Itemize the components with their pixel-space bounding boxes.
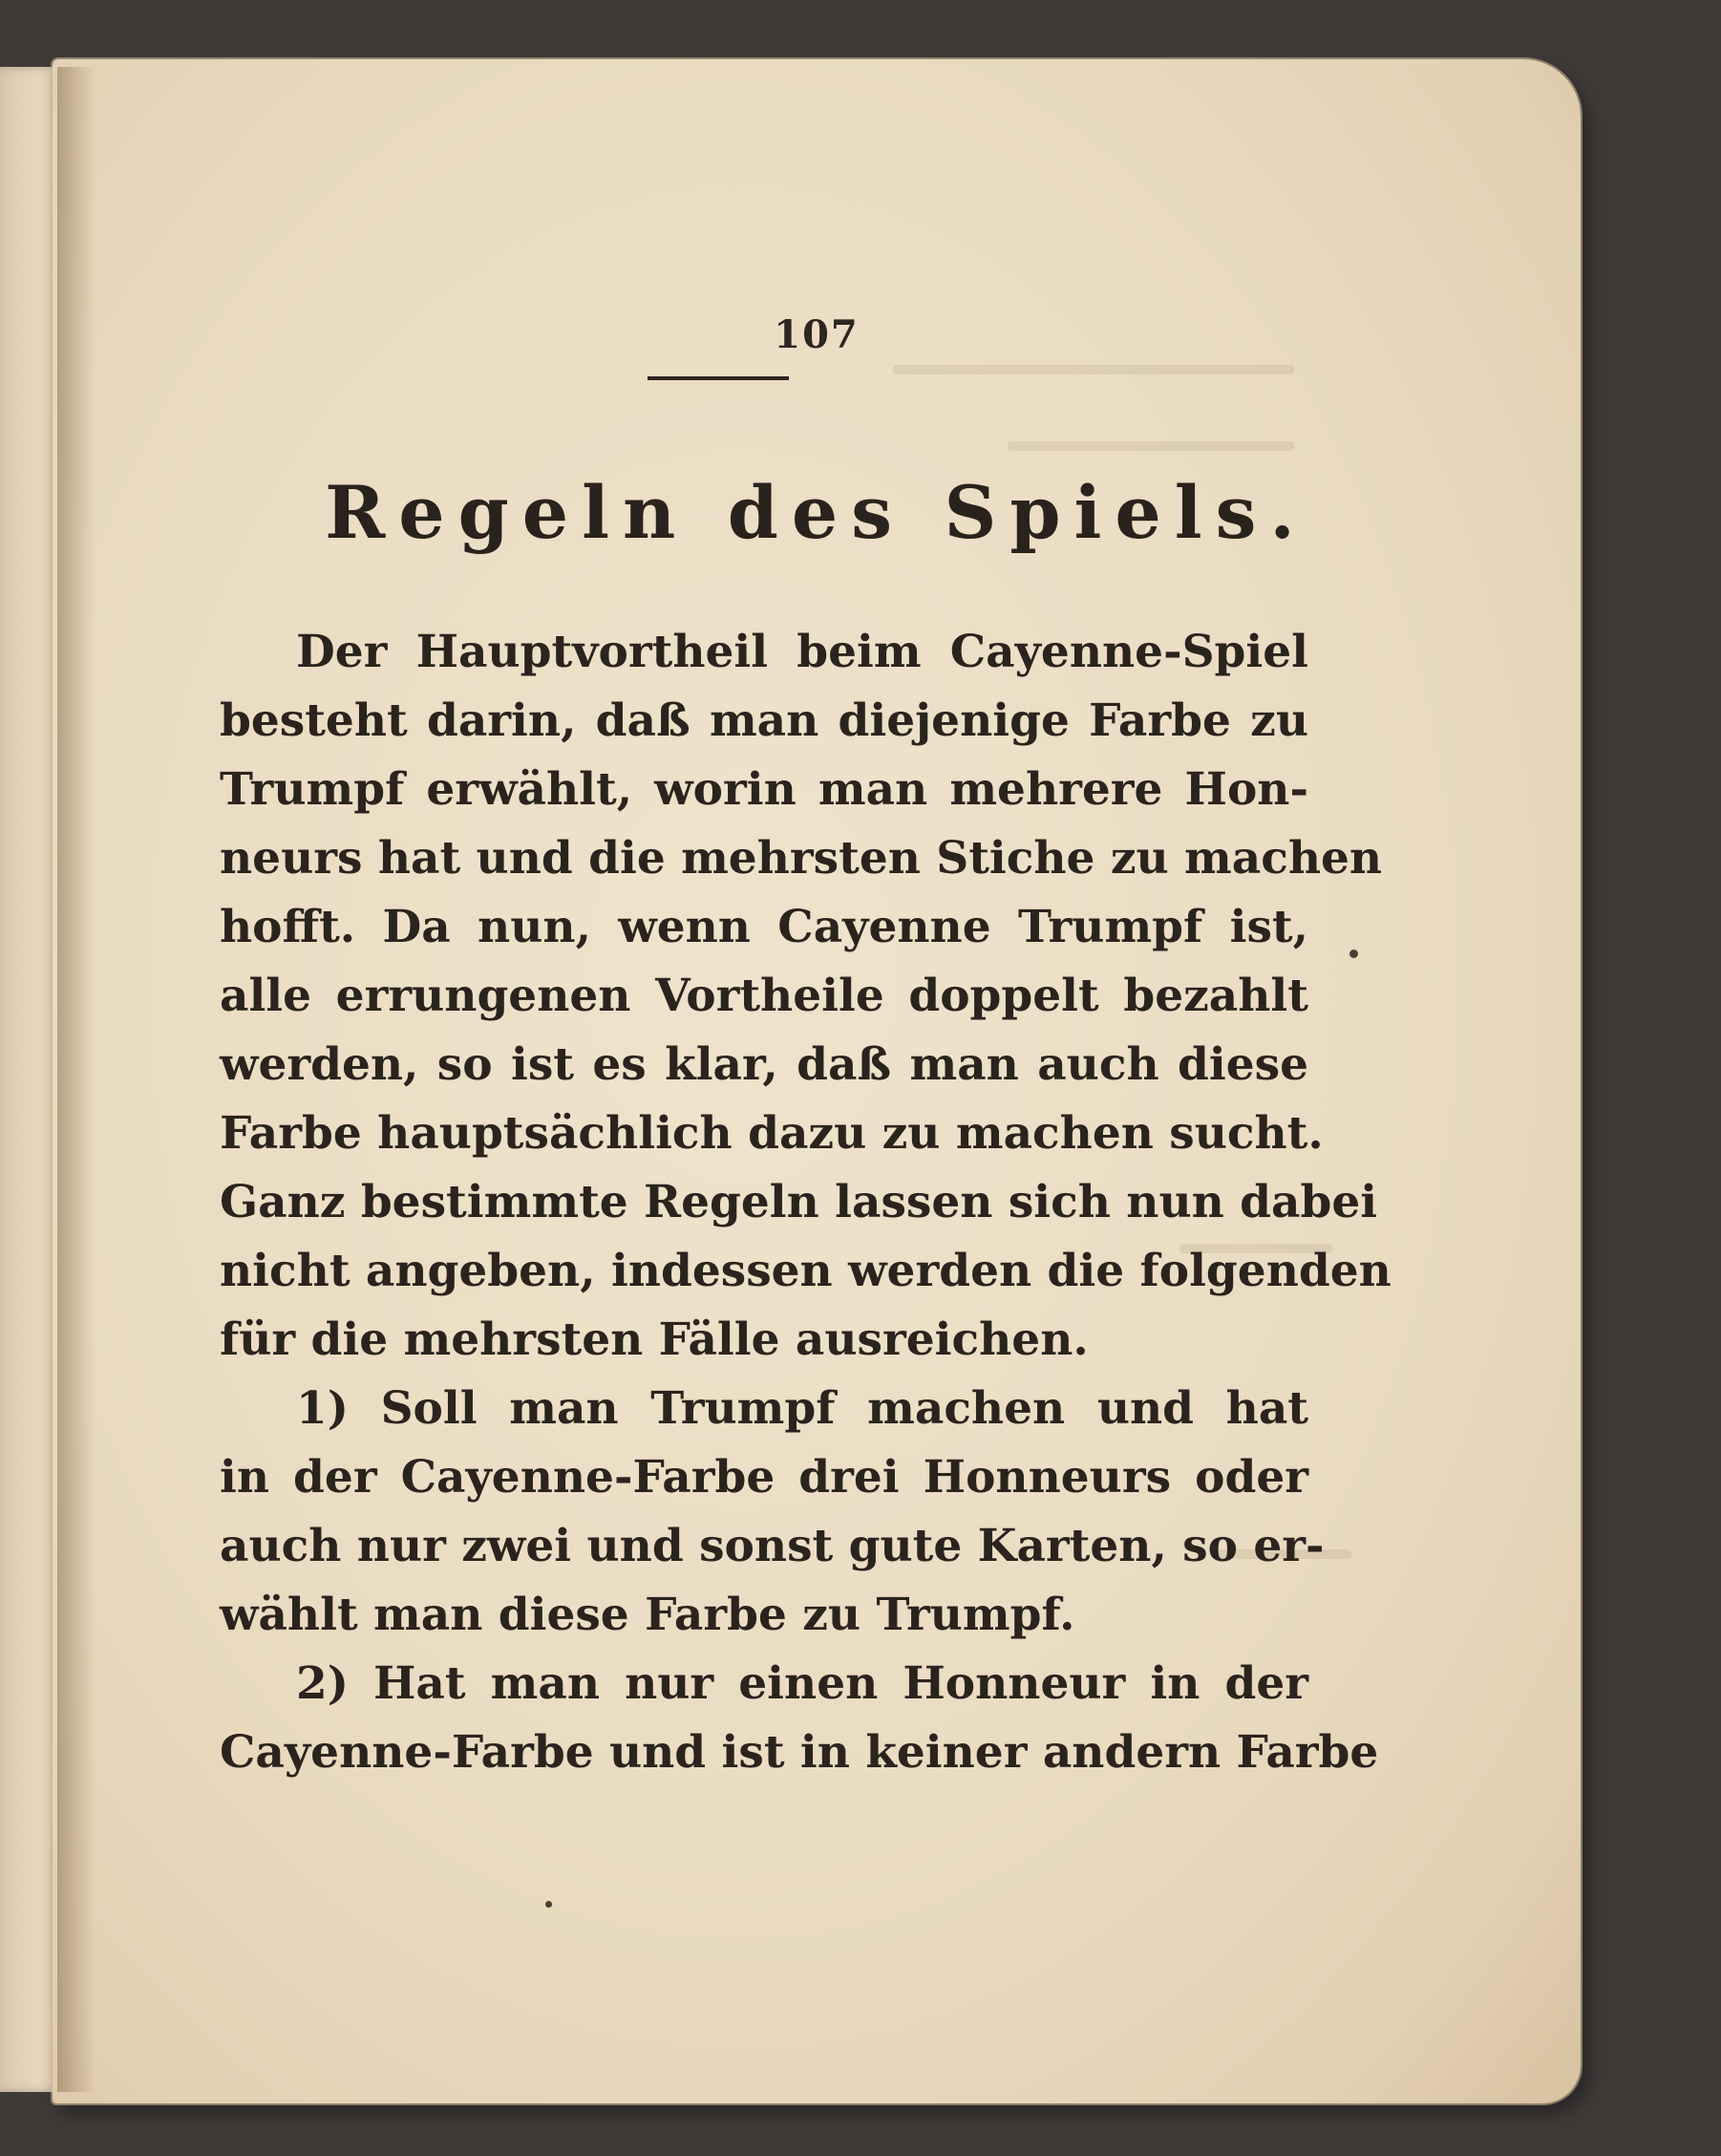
book-page	[53, 59, 1581, 2103]
bleed-through-mark	[1008, 441, 1294, 451]
text-line: wählt man diese Farbe zu Trumpf.	[220, 1589, 1075, 1641]
body-text	[220, 618, 1392, 1787]
text-line: 1) Soll man Trumpf machen und hat	[296, 1382, 1308, 1435]
text-line: für die mehrsten Fälle ausreichen.	[220, 1313, 1089, 1366]
page-number-rule	[648, 376, 789, 380]
bleed-through-mark	[893, 365, 1294, 374]
book-gutter	[57, 67, 96, 2092]
text-line: alle errungenen Vortheile doppelt bezahlt	[220, 970, 1308, 1022]
page-number: 107	[774, 312, 860, 357]
text-line: in der Cayenne-Farbe drei Honneurs oder	[220, 1451, 1308, 1504]
text-line: Cayenne-Farbe und ist in keiner andern Farbe	[220, 1726, 1379, 1779]
text-line: neurs hat und die mehrsten Stiche zu machen	[220, 832, 1383, 885]
text-line: hofft. Da nun, wenn Cayenne Trumpf ist,	[220, 901, 1308, 953]
paper-speck	[545, 1901, 552, 1908]
text-line: nicht angeben, indessen werden die folgenden	[220, 1245, 1392, 1297]
text-line: werden, so ist es klar, daß man auch diese	[220, 1038, 1308, 1091]
text-line: Ganz bestimmte Regeln lassen sich nun dabei	[220, 1176, 1378, 1228]
text-line: Farbe hauptsächlich dazu zu machen sucht.	[220, 1107, 1324, 1160]
section-heading: Regeln des Spiels.	[325, 470, 1308, 555]
text-line: Der Hauptvortheil beim Cayenne-Spiel	[296, 626, 1308, 678]
paper-speck	[1349, 950, 1358, 958]
text-line: Trumpf erwählt, worin man mehrere Hon-	[220, 763, 1308, 816]
text-line: 2) Hat man nur einen Honneur in der	[296, 1657, 1308, 1710]
text-line: besteht darin, daß man diejenige Farbe zu	[220, 694, 1308, 747]
text-line: auch nur zwei und sonst gute Karten, so er-	[220, 1520, 1325, 1572]
